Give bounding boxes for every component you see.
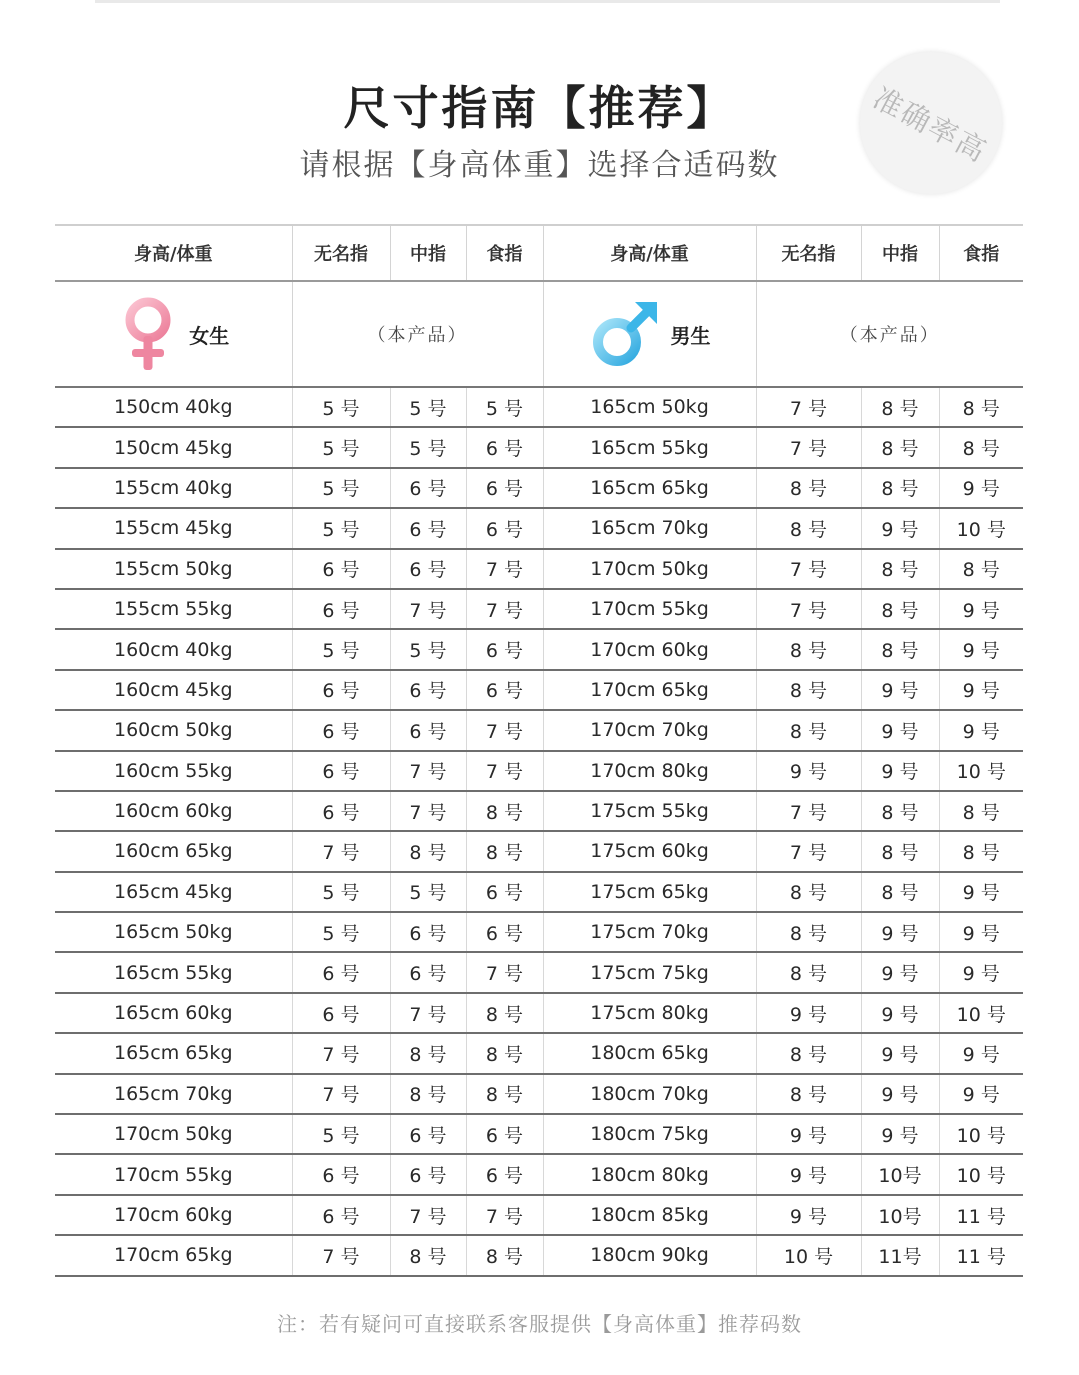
cell-male-index-finger: 9 号 [939,952,1023,992]
cell-female-height-weight: 160cm 65kg [55,831,292,871]
cell-female-ring-finger: 7 号 [292,1074,390,1114]
female-label: 女生 [189,323,230,348]
cell-male-height-weight: 180cm 90kg [543,1235,756,1275]
col-female-height-weight: 身高/体重 [55,225,292,281]
table-row [55,1074,1023,1114]
table-row [55,629,1023,669]
cell-male-middle-finger: 11号 [861,1235,939,1275]
cell-male-index-finger: 9 号 [939,629,1023,669]
cell-male-middle-finger: 8 号 [861,791,939,831]
cell-male-index-finger: 8 号 [939,831,1023,871]
cell-male-height-weight: 170cm 80kg [543,751,756,791]
cell-female-index-finger: 7 号 [466,589,543,629]
table-row [55,952,1023,992]
top-divider [95,0,1000,3]
cell-female-middle-finger: 8 号 [390,1235,466,1275]
cell-male-middle-finger: 9 号 [861,952,939,992]
cell-male-index-finger: 9 号 [939,912,1023,952]
female-product-note-cell [292,281,543,387]
cell-female-middle-finger: 6 号 [390,952,466,992]
cell-male-middle-finger: 8 号 [861,872,939,912]
cell-female-middle-finger: 5 号 [390,387,466,427]
cell-male-index-finger: 11 号 [939,1235,1023,1275]
cell-male-middle-finger: 9 号 [861,670,939,710]
cell-female-index-finger: 6 号 [466,872,543,912]
cell-male-middle-finger: 9 号 [861,1114,939,1154]
table-row [55,1154,1023,1194]
cell-female-ring-finger: 6 号 [292,1154,390,1194]
cell-female-ring-finger: 6 号 [292,1195,390,1235]
cell-female-height-weight: 155cm 45kg [55,508,292,548]
female-symbol-icon [117,294,179,374]
cell-female-height-weight: 165cm 60kg [55,993,292,1033]
cell-male-index-finger: 10 号 [939,508,1023,548]
cell-male-middle-finger: 9 号 [861,751,939,791]
cell-female-middle-finger: 7 号 [390,751,466,791]
cell-male-index-finger: 10 号 [939,751,1023,791]
cell-female-height-weight: 165cm 55kg [55,952,292,992]
cell-male-ring-finger: 7 号 [756,387,861,427]
cell-female-height-weight: 165cm 70kg [55,1074,292,1114]
cell-male-index-finger: 10 号 [939,1154,1023,1194]
cell-female-middle-finger: 5 号 [390,427,466,467]
cell-male-middle-finger: 10号 [861,1195,939,1235]
cell-female-middle-finger: 7 号 [390,1195,466,1235]
cell-female-ring-finger: 5 号 [292,427,390,467]
cell-female-middle-finger: 6 号 [390,468,466,508]
cell-female-height-weight: 155cm 40kg [55,468,292,508]
cell-female-ring-finger: 6 号 [292,549,390,589]
cell-female-height-weight: 170cm 55kg [55,1154,292,1194]
cell-female-height-weight: 160cm 50kg [55,710,292,750]
cell-male-ring-finger: 8 号 [756,1033,861,1073]
cell-male-ring-finger: 8 号 [756,629,861,669]
cell-male-ring-finger: 8 号 [756,670,861,710]
female-product-note: （本产品） [367,325,468,346]
cell-male-ring-finger: 7 号 [756,427,861,467]
cell-female-ring-finger: 7 号 [292,1033,390,1073]
cell-female-index-finger: 7 号 [466,751,543,791]
cell-male-height-weight: 180cm 70kg [543,1074,756,1114]
table-row [55,831,1023,871]
cell-male-middle-finger: 8 号 [861,468,939,508]
table-row [55,427,1023,467]
cell-male-ring-finger: 8 号 [756,912,861,952]
col-male-middle-finger: 中指 [861,225,939,281]
cell-male-middle-finger: 9 号 [861,1074,939,1114]
cell-male-height-weight: 175cm 60kg [543,831,756,871]
cell-female-ring-finger: 6 号 [292,791,390,831]
accuracy-badge [860,52,1002,194]
male-cell [543,281,756,387]
cell-female-ring-finger: 5 号 [292,872,390,912]
cell-female-index-finger: 6 号 [466,629,543,669]
cell-male-height-weight: 180cm 80kg [543,1154,756,1194]
cell-male-height-weight: 175cm 55kg [543,791,756,831]
cell-male-index-finger: 9 号 [939,589,1023,629]
cell-male-height-weight: 170cm 55kg [543,589,756,629]
cell-male-height-weight: 180cm 85kg [543,1195,756,1235]
cell-female-middle-finger: 6 号 [390,670,466,710]
cell-male-middle-finger: 8 号 [861,427,939,467]
table-row [55,508,1023,548]
table-row [55,1195,1023,1235]
cell-female-index-finger: 8 号 [466,993,543,1033]
table-row [55,791,1023,831]
table-row [55,589,1023,629]
cell-female-ring-finger: 5 号 [292,387,390,427]
cell-female-middle-finger: 6 号 [390,508,466,548]
cell-male-height-weight: 165cm 55kg [543,427,756,467]
size-guide-table [55,224,1023,1277]
cell-female-ring-finger: 6 号 [292,589,390,629]
cell-female-index-finger: 7 号 [466,710,543,750]
cell-female-ring-finger: 6 号 [292,751,390,791]
cell-male-height-weight: 175cm 75kg [543,952,756,992]
cell-female-middle-finger: 7 号 [390,993,466,1033]
cell-male-height-weight: 165cm 65kg [543,468,756,508]
cell-male-index-finger: 9 号 [939,710,1023,750]
cell-male-ring-finger: 8 号 [756,872,861,912]
cell-male-ring-finger: 9 号 [756,1154,861,1194]
cell-female-ring-finger: 6 号 [292,952,390,992]
cell-male-ring-finger: 8 号 [756,468,861,508]
cell-male-index-finger: 11 号 [939,1195,1023,1235]
cell-female-height-weight: 160cm 40kg [55,629,292,669]
cell-female-middle-finger: 8 号 [390,831,466,871]
cell-male-index-finger: 9 号 [939,670,1023,710]
footnote: 注：若有疑问可直接联系客服提供【身高体重】推荐码数 [277,1312,802,1336]
cell-male-height-weight: 165cm 70kg [543,508,756,548]
col-male-height-weight: 身高/体重 [543,225,756,281]
accuracy-badge-text: 准确率高 [867,80,994,169]
table-row [55,912,1023,952]
table-row [55,710,1023,750]
cell-male-height-weight: 175cm 70kg [543,912,756,952]
cell-female-index-finger: 8 号 [466,791,543,831]
cell-male-ring-finger: 7 号 [756,831,861,871]
cell-male-middle-finger: 8 号 [861,831,939,871]
table-row [55,549,1023,589]
col-female-middle-finger: 中指 [390,225,466,281]
cell-female-height-weight: 160cm 60kg [55,791,292,831]
cell-male-index-finger: 9 号 [939,1033,1023,1073]
cell-female-ring-finger: 7 号 [292,831,390,871]
cell-male-middle-finger: 10号 [861,1154,939,1194]
cell-male-height-weight: 175cm 65kg [543,872,756,912]
cell-male-ring-finger: 7 号 [756,589,861,629]
table-row [55,387,1023,427]
cell-female-middle-finger: 5 号 [390,629,466,669]
cell-male-height-weight: 180cm 75kg [543,1114,756,1154]
cell-male-height-weight: 170cm 65kg [543,670,756,710]
table-row [55,993,1023,1033]
cell-male-ring-finger: 8 号 [756,952,861,992]
cell-female-index-finger: 6 号 [466,1114,543,1154]
cell-female-ring-finger: 6 号 [292,670,390,710]
table-row [55,751,1023,791]
cell-female-index-finger: 6 号 [466,912,543,952]
cell-male-ring-finger: 10 号 [756,1235,861,1275]
cell-male-ring-finger: 8 号 [756,508,861,548]
table-row [55,670,1023,710]
cell-male-index-finger: 8 号 [939,427,1023,467]
col-female-ring-finger: 无名指 [292,225,390,281]
cell-male-middle-finger: 9 号 [861,912,939,952]
cell-female-middle-finger: 5 号 [390,872,466,912]
cell-female-index-finger: 8 号 [466,1074,543,1114]
page-title: 尺寸指南【推荐】 [343,81,736,135]
cell-female-height-weight: 165cm 50kg [55,912,292,952]
cell-male-middle-finger: 8 号 [861,589,939,629]
cell-female-middle-finger: 6 号 [390,1154,466,1194]
col-male-index-finger: 食指 [939,225,1023,281]
cell-female-height-weight: 170cm 50kg [55,1114,292,1154]
cell-male-ring-finger: 7 号 [756,791,861,831]
cell-female-index-finger: 7 号 [466,549,543,589]
cell-female-middle-finger: 6 号 [390,912,466,952]
cell-female-ring-finger: 5 号 [292,468,390,508]
cell-female-middle-finger: 6 号 [390,1114,466,1154]
cell-female-height-weight: 160cm 45kg [55,670,292,710]
table-row [55,1235,1023,1275]
cell-male-ring-finger: 9 号 [756,751,861,791]
cell-male-index-finger: 10 号 [939,1114,1023,1154]
cell-female-height-weight: 150cm 45kg [55,427,292,467]
cell-female-height-weight: 165cm 45kg [55,872,292,912]
cell-male-index-finger: 9 号 [939,872,1023,912]
cell-female-ring-finger: 5 号 [292,1114,390,1154]
cell-female-index-finger: 7 号 [466,952,543,992]
cell-male-index-finger: 9 号 [939,1074,1023,1114]
table-row [55,1033,1023,1073]
cell-male-ring-finger: 7 号 [756,549,861,589]
cell-male-height-weight: 170cm 60kg [543,629,756,669]
cell-female-height-weight: 165cm 65kg [55,1033,292,1073]
cell-male-middle-finger: 9 号 [861,1033,939,1073]
cell-male-ring-finger: 9 号 [756,993,861,1033]
cell-male-index-finger: 10 号 [939,993,1023,1033]
cell-female-middle-finger: 8 号 [390,1074,466,1114]
col-male-ring-finger: 无名指 [756,225,861,281]
cell-female-index-finger: 6 号 [466,468,543,508]
male-symbol-icon [589,298,661,370]
cell-female-middle-finger: 6 号 [390,710,466,750]
cell-male-ring-finger: 8 号 [756,710,861,750]
cell-female-middle-finger: 7 号 [390,791,466,831]
cell-male-ring-finger: 9 号 [756,1114,861,1154]
male-product-note: （本产品） [839,325,940,346]
female-cell [55,281,292,387]
cell-female-height-weight: 170cm 65kg [55,1235,292,1275]
cell-female-middle-finger: 7 号 [390,589,466,629]
cell-male-ring-finger: 9 号 [756,1195,861,1235]
gender-row [55,281,1023,387]
cell-female-index-finger: 7 号 [466,1195,543,1235]
cell-female-index-finger: 8 号 [466,831,543,871]
header-row [55,225,1023,281]
cell-female-height-weight: 160cm 55kg [55,751,292,791]
cell-female-height-weight: 155cm 55kg [55,589,292,629]
cell-male-middle-finger: 8 号 [861,549,939,589]
col-female-index-finger: 食指 [466,225,543,281]
male-product-note-cell [756,281,1023,387]
male-label: 男生 [670,323,711,348]
cell-male-height-weight: 180cm 65kg [543,1033,756,1073]
cell-male-middle-finger: 9 号 [861,508,939,548]
cell-male-index-finger: 8 号 [939,549,1023,589]
cell-male-middle-finger: 9 号 [861,710,939,750]
cell-female-ring-finger: 7 号 [292,1235,390,1275]
cell-male-height-weight: 170cm 50kg [543,549,756,589]
cell-male-middle-finger: 8 号 [861,629,939,669]
size-rows [55,387,1023,1276]
cell-female-ring-finger: 6 号 [292,710,390,750]
cell-female-height-weight: 155cm 50kg [55,549,292,589]
cell-male-ring-finger: 8 号 [756,1074,861,1114]
cell-female-ring-finger: 6 号 [292,993,390,1033]
cell-female-index-finger: 6 号 [466,427,543,467]
cell-female-index-finger: 8 号 [466,1033,543,1073]
page-subtitle: 请根据【身高体重】选择合适码数 [299,148,780,183]
cell-female-middle-finger: 8 号 [390,1033,466,1073]
cell-female-ring-finger: 5 号 [292,912,390,952]
cell-male-middle-finger: 9 号 [861,993,939,1033]
cell-female-index-finger: 6 号 [466,1154,543,1194]
cell-male-index-finger: 8 号 [939,387,1023,427]
table-row [55,468,1023,508]
cell-female-ring-finger: 5 号 [292,629,390,669]
cell-female-height-weight: 170cm 60kg [55,1195,292,1235]
cell-male-middle-finger: 8 号 [861,387,939,427]
cell-female-index-finger: 8 号 [466,1235,543,1275]
cell-male-index-finger: 9 号 [939,468,1023,508]
cell-female-ring-finger: 5 号 [292,508,390,548]
cell-female-index-finger: 6 号 [466,508,543,548]
cell-male-index-finger: 8 号 [939,791,1023,831]
cell-male-height-weight: 170cm 70kg [543,710,756,750]
table-row [55,1114,1023,1154]
cell-female-index-finger: 6 号 [466,670,543,710]
cell-male-height-weight: 175cm 80kg [543,993,756,1033]
table-row [55,872,1023,912]
cell-female-middle-finger: 6 号 [390,549,466,589]
cell-female-index-finger: 5 号 [466,387,543,427]
cell-male-height-weight: 165cm 50kg [543,387,756,427]
cell-female-height-weight: 150cm 40kg [55,387,292,427]
